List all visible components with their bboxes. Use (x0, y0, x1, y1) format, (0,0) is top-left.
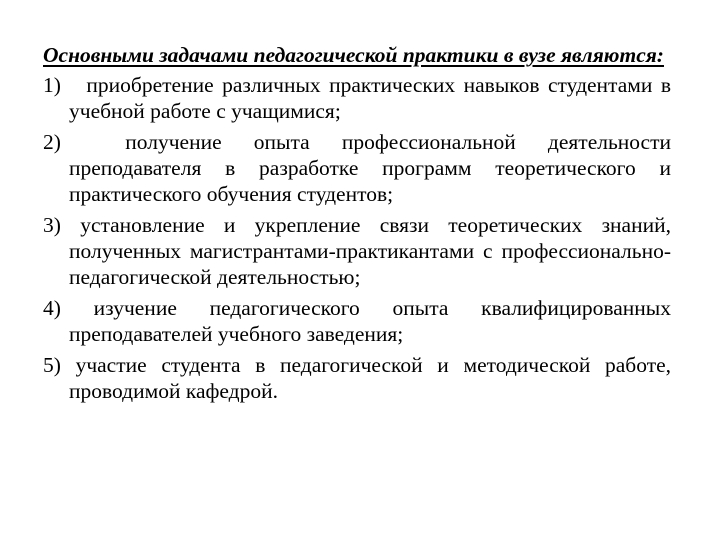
list-item-text: участие студента в педагогической и методической работе, проводимой кафедрой. (69, 353, 672, 403)
list-item-3 (43, 212, 671, 290)
list-item-number: 5) (43, 353, 61, 377)
list-item-text: получение опыта профессиональной деятельности преподавателя в разработке программ теоретического и практического обучения студентов; (69, 130, 672, 206)
slide-heading: Основными задачами педагогической практики в вузе являются: (43, 43, 664, 67)
list-item-number: 1) (43, 73, 61, 97)
slide-content (43, 42, 671, 409)
list-item-1 (43, 72, 671, 124)
list-item-5 (43, 352, 671, 404)
list-item-number: 2) (43, 130, 61, 154)
list-item-text: изучение педагогического опыта квалифицированных преподавателей учебного заведения; (69, 296, 671, 346)
list-item-2 (43, 129, 671, 207)
list-item-text: установление и укрепление связи теоретических знаний, полученных магистрантами-практикантами с профессионально-педагогической деятельностью; (69, 213, 671, 289)
list-item-4 (43, 295, 671, 347)
list-item-number: 3) (43, 213, 61, 237)
list-item-number: 4) (43, 296, 61, 320)
list-item-text: приобретение различных практических навыков студентами в учебной работе с учащимися; (69, 73, 672, 123)
